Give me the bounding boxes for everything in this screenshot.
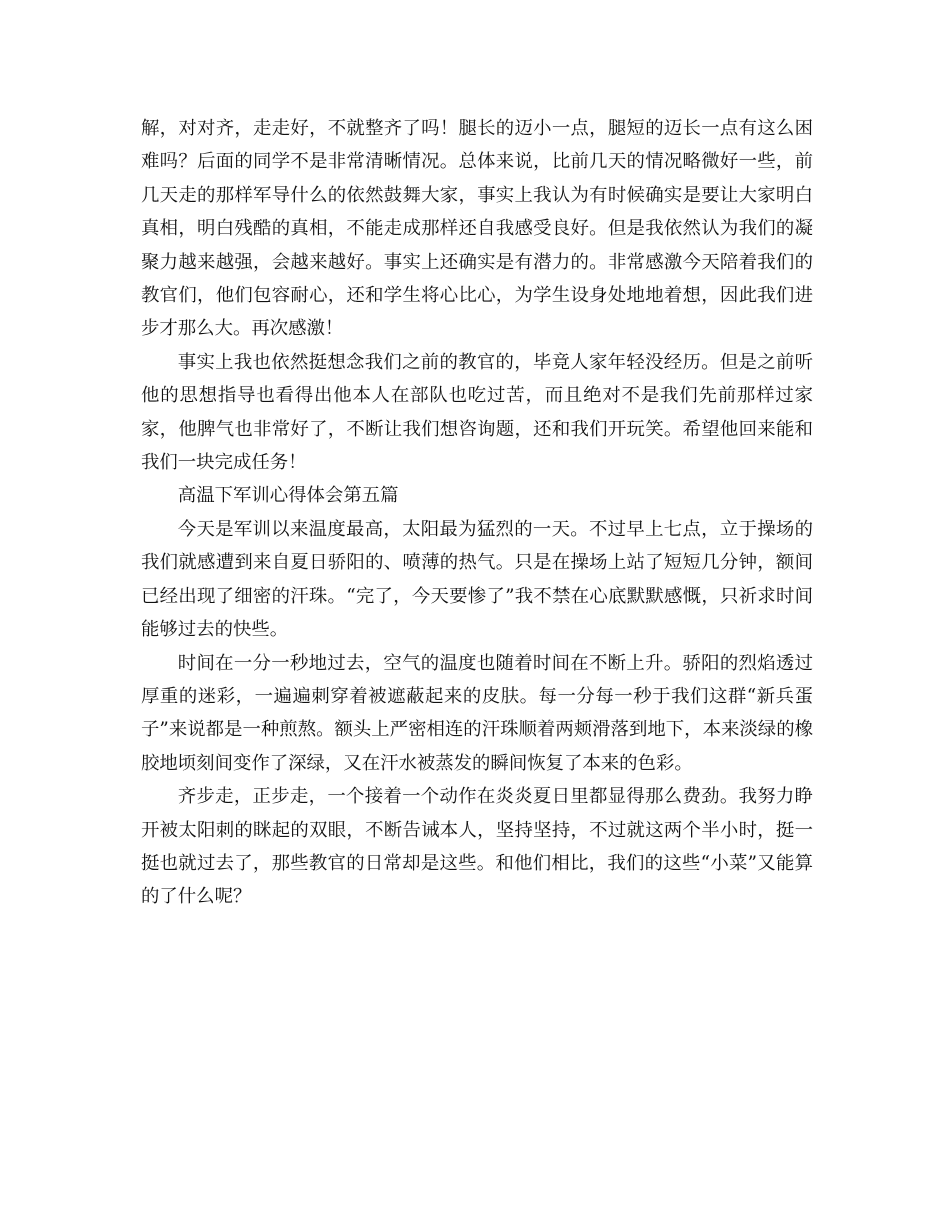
paragraph-former-instructor: 事实上我也依然挺想念我们之前的教官的，毕竟人家年轻没经历。但是之前听他的思想指导也看得出他本人在部队也吃过苦，而且绝对不是我们先前那样过家家，他脾气也非常好了，不断让我们想咨询题，还和我们开玩笑。希望他回来能和我们一块完成任务！	[141, 351, 813, 474]
section-paragraph-2: 时间在一分一秒地过去，空气的温度也随着时间在不断上升。骄阳的烈焰透过厚重的迷彩，一遍遍刺穿着被遮蔽起来的皮肤。每一分每一秒于我们这群“新兵蛋子”来说都是一种煎熬。额头上严密相连的汗珠顺着两颊滑落到地下，本来淡绿的橡胶地顷刻间变作了深绿，又在汗水被蒸发的瞬间恢复了本来的色彩。	[141, 652, 813, 774]
document-page	[141, 112, 813, 914]
section-paragraph-3: 齐步走，正步走，一个接着一个动作在炎炎夏日里都显得那么费劲。我努力睁开被太阳刺的眯起的双眼，不断告诫本人，坚持坚持，不过就这两个半小时，挺一挺也就过去了，那些教官的日常却是这些。和他们相比，我们的这些“小菜”又能算的了什么呢？	[141, 786, 813, 908]
paragraph-continued: 解，对对齐，走走好，不就整齐了吗！腿长的迈小一点，腿短的迈长一点有这么困难吗？后面的同学不是非常清晰情况。总体来说，比前几天的情况略微好一些，前几天走的那样军导什么的依然鼓舞大家，事实上我认为有时候确实是要让大家明白真相，明白残酷的真相，不能走成那样还自我感受良好。但是我依然认为我们的凝聚力越来越强，会越来越好。事实上还确实是有潜力的。非常感激今天陪着我们的教官们，他们包容耐心，还和学生将心比心，为学生设身处地地着想，因此我们进步才那么大。再次感激！	[141, 118, 813, 340]
section-paragraph-1: 今天是军训以来温度最高，太阳最为猛烈的一天。不过早上七点，立于操场的我们就感遭到来自夏日骄阳的、喷薄的热气。只是在操场上站了短短几分钟，额间已经出现了细密的汗珠。“完了，今天要惨了”我不禁在心底默默感慨，只祈求时间能够过去的快些。	[141, 518, 813, 641]
section-title: 高温下军训心得体会第五篇	[177, 485, 399, 507]
